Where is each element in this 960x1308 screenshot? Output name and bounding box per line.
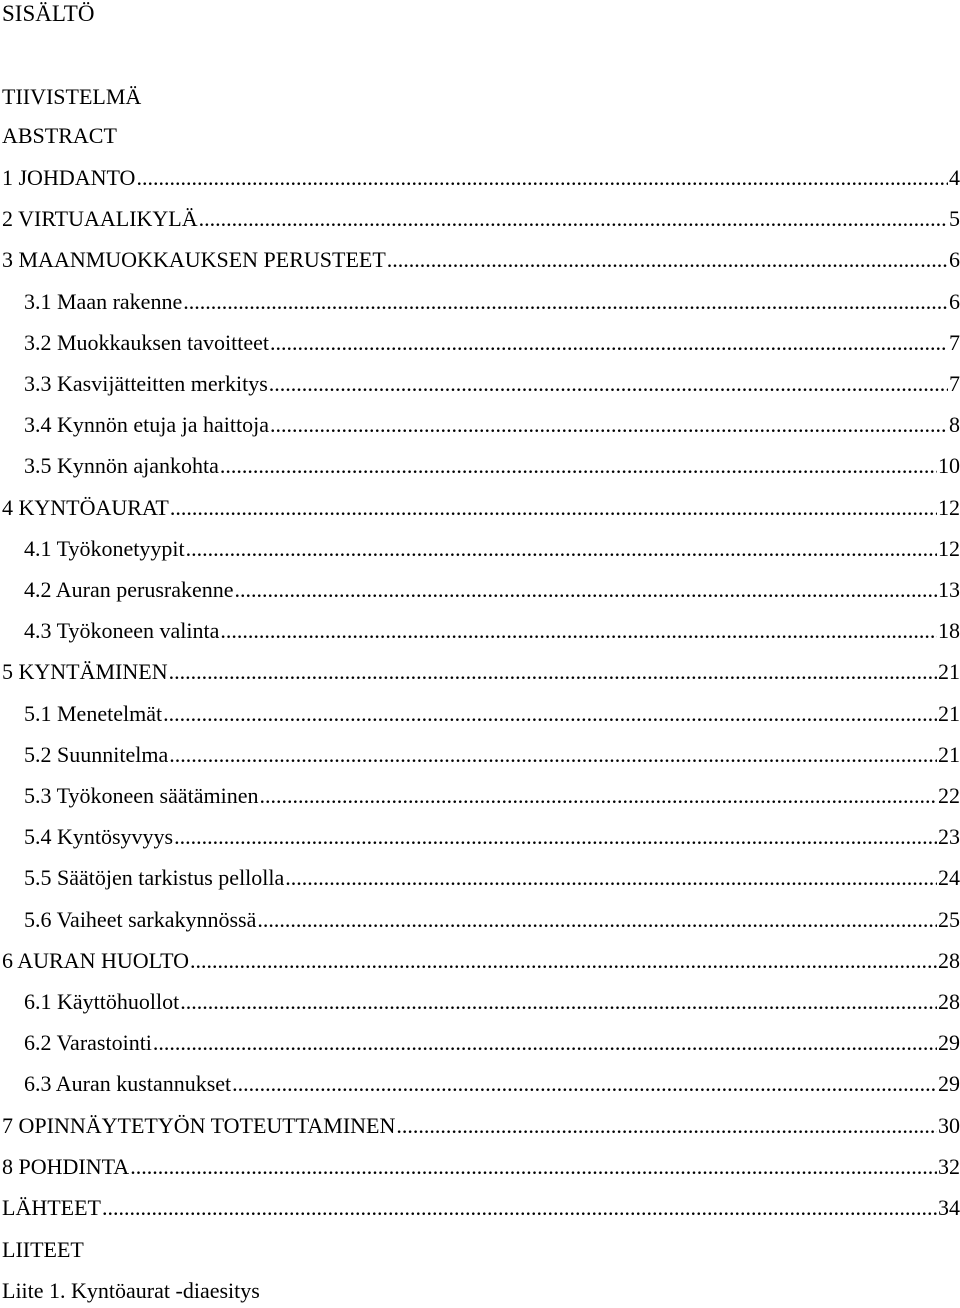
toc-entry-label: 4.2 Auran perusrakenne <box>24 577 234 602</box>
dot-leader <box>163 700 937 728</box>
toc-entry-label: 8 POHDINTA <box>2 1154 130 1179</box>
front-matter-tiivistelma: TIIVISTELMÄ <box>2 84 142 109</box>
toc-entry[interactable] <box>24 700 960 728</box>
toc-entry[interactable] <box>24 1029 960 1057</box>
toc-entry-label: 3.4 Kynnön etuja ja haittoja <box>24 412 269 437</box>
toc-entry-page-number: 24 <box>938 865 960 890</box>
toc-entry[interactable] <box>2 164 960 192</box>
back-matter-liitteet: LIITEET <box>2 1237 84 1262</box>
dot-leader <box>183 288 948 316</box>
toc-entry-label: 6.2 Varastointi <box>24 1030 152 1055</box>
toc-entry-page-number: 25 <box>938 907 960 932</box>
dot-leader <box>235 576 937 604</box>
dot-leader <box>260 782 938 810</box>
toc-entry-page-number: 12 <box>938 495 960 520</box>
toc-entry-page-number: 10 <box>938 453 960 478</box>
dot-leader <box>102 1194 937 1222</box>
toc-entry[interactable] <box>2 947 960 975</box>
toc-entry-page-number: 6 <box>949 247 960 272</box>
toc-entry[interactable] <box>24 576 960 604</box>
toc-entry-page-number: 21 <box>938 701 960 726</box>
dot-leader <box>269 370 948 398</box>
toc-entry[interactable] <box>2 1194 960 1222</box>
toc-entry-label: 2 VIRTUAALIKYLÄ <box>2 206 198 231</box>
toc-entry-label: 5.2 Suunnitelma <box>24 742 169 767</box>
toc-entry-label: 3 MAANMUOKKAUKSEN PERUSTEET <box>2 247 386 272</box>
dot-leader <box>220 452 937 480</box>
toc-entry-page-number: 29 <box>938 1071 960 1096</box>
toc-entry[interactable] <box>2 494 960 522</box>
toc-entry[interactable] <box>2 246 960 274</box>
toc-entry-page-number: 23 <box>938 824 960 849</box>
toc-entry-page-number: 18 <box>938 618 960 643</box>
dot-leader <box>387 246 948 274</box>
dot-leader <box>257 906 937 934</box>
dot-leader <box>174 823 937 851</box>
dot-leader <box>186 535 937 563</box>
toc-entry[interactable] <box>2 205 960 233</box>
dot-leader <box>190 947 937 975</box>
toc-entry-label: 5.1 Menetelmät <box>24 701 163 726</box>
toc-entry-page-number: 28 <box>938 948 960 973</box>
toc-entry-label: LÄHTEET <box>2 1195 101 1220</box>
toc-entry-page-number: 12 <box>938 536 960 561</box>
toc-entry-label: 5.3 Työkoneen säätäminen <box>24 783 259 808</box>
dot-leader <box>232 1070 937 1098</box>
toc-entry[interactable] <box>2 1153 960 1181</box>
toc-entry[interactable] <box>24 411 960 439</box>
toc-entry-label: 6 AURAN HUOLTO <box>2 948 190 973</box>
dot-leader <box>170 494 937 522</box>
page-title: SISÄLTÖ <box>2 1 95 26</box>
toc-entry-label: 3.5 Kynnön ajankohta <box>24 453 219 478</box>
toc-entry-page-number: 32 <box>938 1154 960 1179</box>
toc-entry-page-number: 29 <box>938 1030 960 1055</box>
dot-leader <box>130 1153 937 1181</box>
dot-leader <box>169 658 937 686</box>
toc-entry[interactable] <box>24 1070 960 1098</box>
toc-entry-page-number: 21 <box>938 659 960 684</box>
toc-entry[interactable] <box>24 535 960 563</box>
toc-entry-label: 6.3 Auran kustannukset <box>24 1071 232 1096</box>
toc-entry-label: 5.4 Kyntösyvyys <box>24 824 174 849</box>
dot-leader <box>220 617 937 645</box>
dot-leader <box>270 411 948 439</box>
dot-leader <box>285 864 937 892</box>
toc-entry-page-number: 30 <box>938 1113 960 1138</box>
toc-entry[interactable] <box>24 823 960 851</box>
dot-leader <box>153 1029 937 1057</box>
toc-entry[interactable] <box>2 1112 960 1140</box>
toc-entry-label: 3.2 Muokkauksen tavoitteet <box>24 330 270 355</box>
toc-entry[interactable] <box>24 988 960 1016</box>
toc-entry-label: 4.1 Työkonetyypit <box>24 536 185 561</box>
dot-leader <box>270 329 948 357</box>
toc-entry-page-number: 4 <box>949 165 960 190</box>
toc-entry[interactable] <box>24 906 960 934</box>
front-matter-abstract: ABSTRACT <box>2 123 117 148</box>
toc-entry[interactable] <box>2 658 960 686</box>
dot-leader <box>396 1112 937 1140</box>
dot-leader <box>136 164 948 192</box>
toc-entry-label: 3.3 Kasvijätteitten merkitys <box>24 371 268 396</box>
toc-entry-label: 5.5 Säätöjen tarkistus pellolla <box>24 865 285 890</box>
toc-entry-label: 6.1 Käyttöhuollot <box>24 989 180 1014</box>
toc-entry-page-number: 7 <box>949 371 960 396</box>
toc-entry[interactable] <box>24 782 960 810</box>
dot-leader <box>180 988 937 1016</box>
toc-entry[interactable] <box>24 370 960 398</box>
toc-entry[interactable] <box>24 864 960 892</box>
toc-entry-page-number: 28 <box>938 989 960 1014</box>
toc-entry-label: 5.6 Vaiheet sarkakynnössä <box>24 907 257 932</box>
toc-entry-page-number: 7 <box>949 330 960 355</box>
toc-entry-label: 4.3 Työkoneen valinta <box>24 618 220 643</box>
toc-entry-page-number: 8 <box>949 412 960 437</box>
toc-entry-label: 7 OPINNÄYTETYÖN TOTEUTTAMINEN <box>2 1113 396 1138</box>
toc-entry[interactable] <box>24 288 960 316</box>
toc-entry-label: 1 JOHDANTO <box>2 165 136 190</box>
toc-entry[interactable] <box>24 452 960 480</box>
toc-entry-page-number: 21 <box>938 742 960 767</box>
toc-entry-page-number: 13 <box>938 577 960 602</box>
toc-entry[interactable] <box>24 617 960 645</box>
toc-entry-label: 5 KYNTÄMINEN <box>2 659 168 684</box>
toc-entry[interactable] <box>24 741 960 769</box>
toc-entry-page-number: 34 <box>938 1195 960 1220</box>
toc-entry-page-number: 5 <box>949 206 960 231</box>
back-matter-liite-1: Liite 1. Kyntöaurat -diaesitys <box>2 1278 260 1303</box>
toc-entry-page-number: 22 <box>938 783 960 808</box>
dot-leader <box>169 741 937 769</box>
toc-entry-label: 3.1 Maan rakenne <box>24 289 183 314</box>
dot-leader <box>199 205 948 233</box>
toc-entry[interactable] <box>24 329 960 357</box>
toc-entry-label: 4 KYNTÖAURAT <box>2 495 169 520</box>
toc-entry-page-number: 6 <box>949 289 960 314</box>
